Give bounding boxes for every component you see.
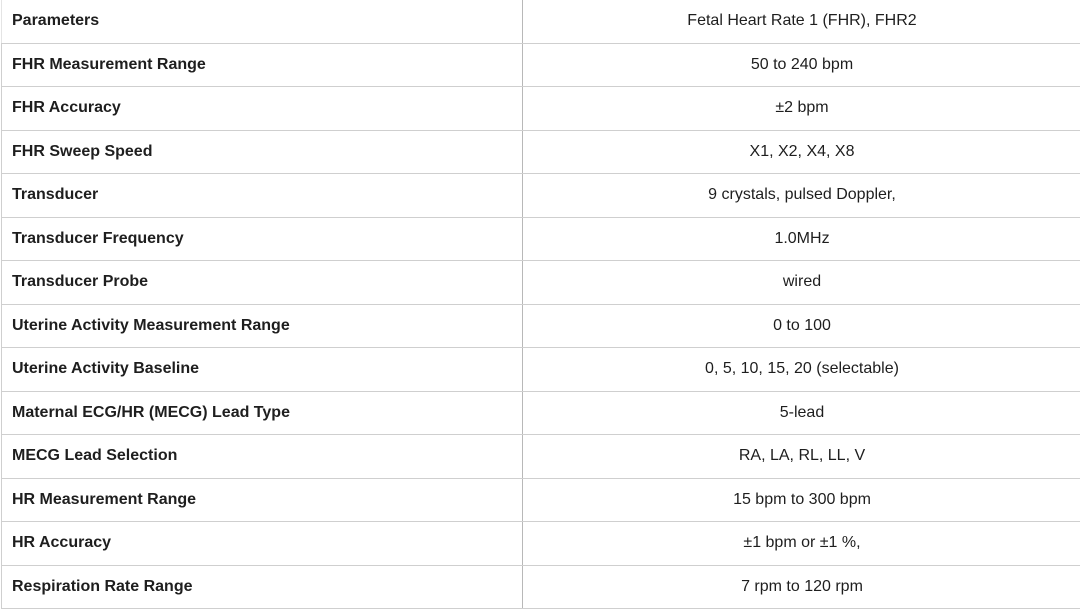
spec-value: 0, 5, 10, 15, 20 (selectable) xyxy=(523,348,1080,392)
spec-label: FHR Sweep Speed xyxy=(2,130,523,174)
spec-value: RA, LA, RL, LL, V xyxy=(523,435,1080,479)
spec-label: Maternal ECG/HR (MECG) Lead Type xyxy=(2,391,523,435)
table-row xyxy=(2,478,1080,522)
spec-value: 50 to 240 bpm xyxy=(523,43,1080,87)
spec-value: X1, X2, X4, X8 xyxy=(523,130,1080,174)
spec-value: ±2 bpm xyxy=(523,87,1080,131)
table-row xyxy=(2,261,1080,305)
spec-value: 0 to 100 xyxy=(523,304,1080,348)
spec-value: 5-lead xyxy=(523,391,1080,435)
table-row xyxy=(2,304,1080,348)
spec-value: 15 bpm to 300 bpm xyxy=(523,478,1080,522)
spec-value: 1.0MHz xyxy=(523,217,1080,261)
table-row xyxy=(2,0,1080,43)
table-row xyxy=(2,87,1080,131)
spec-label: Parameters xyxy=(2,0,523,43)
spec-label: Transducer Probe xyxy=(2,261,523,305)
spec-value: 7 rpm to 120 rpm xyxy=(523,565,1080,609)
spec-label: Respiration Rate Range xyxy=(2,565,523,609)
table-row xyxy=(2,522,1080,566)
spec-value: Fetal Heart Rate 1 (FHR), FHR2 xyxy=(523,0,1080,43)
spec-value: 9 crystals, pulsed Doppler, xyxy=(523,174,1080,218)
spec-label: Transducer xyxy=(2,174,523,218)
table-row xyxy=(2,174,1080,218)
spec-value: ±1 bpm or ±1 %, xyxy=(523,522,1080,566)
table-row xyxy=(2,217,1080,261)
spec-label: HR Accuracy xyxy=(2,522,523,566)
table-row xyxy=(2,348,1080,392)
spec-label: Uterine Activity Measurement Range xyxy=(2,304,523,348)
table-row xyxy=(2,43,1080,87)
spec-label: FHR Measurement Range xyxy=(2,43,523,87)
spec-label: FHR Accuracy xyxy=(2,87,523,131)
spec-label: HR Measurement Range xyxy=(2,478,523,522)
spec-label: MECG Lead Selection xyxy=(2,435,523,479)
table-row xyxy=(2,391,1080,435)
table-row xyxy=(2,435,1080,479)
spec-value: wired xyxy=(523,261,1080,305)
specifications-table xyxy=(1,0,1080,609)
table-row xyxy=(2,565,1080,609)
spec-label: Transducer Frequency xyxy=(2,217,523,261)
spec-label: Uterine Activity Baseline xyxy=(2,348,523,392)
table-row xyxy=(2,130,1080,174)
